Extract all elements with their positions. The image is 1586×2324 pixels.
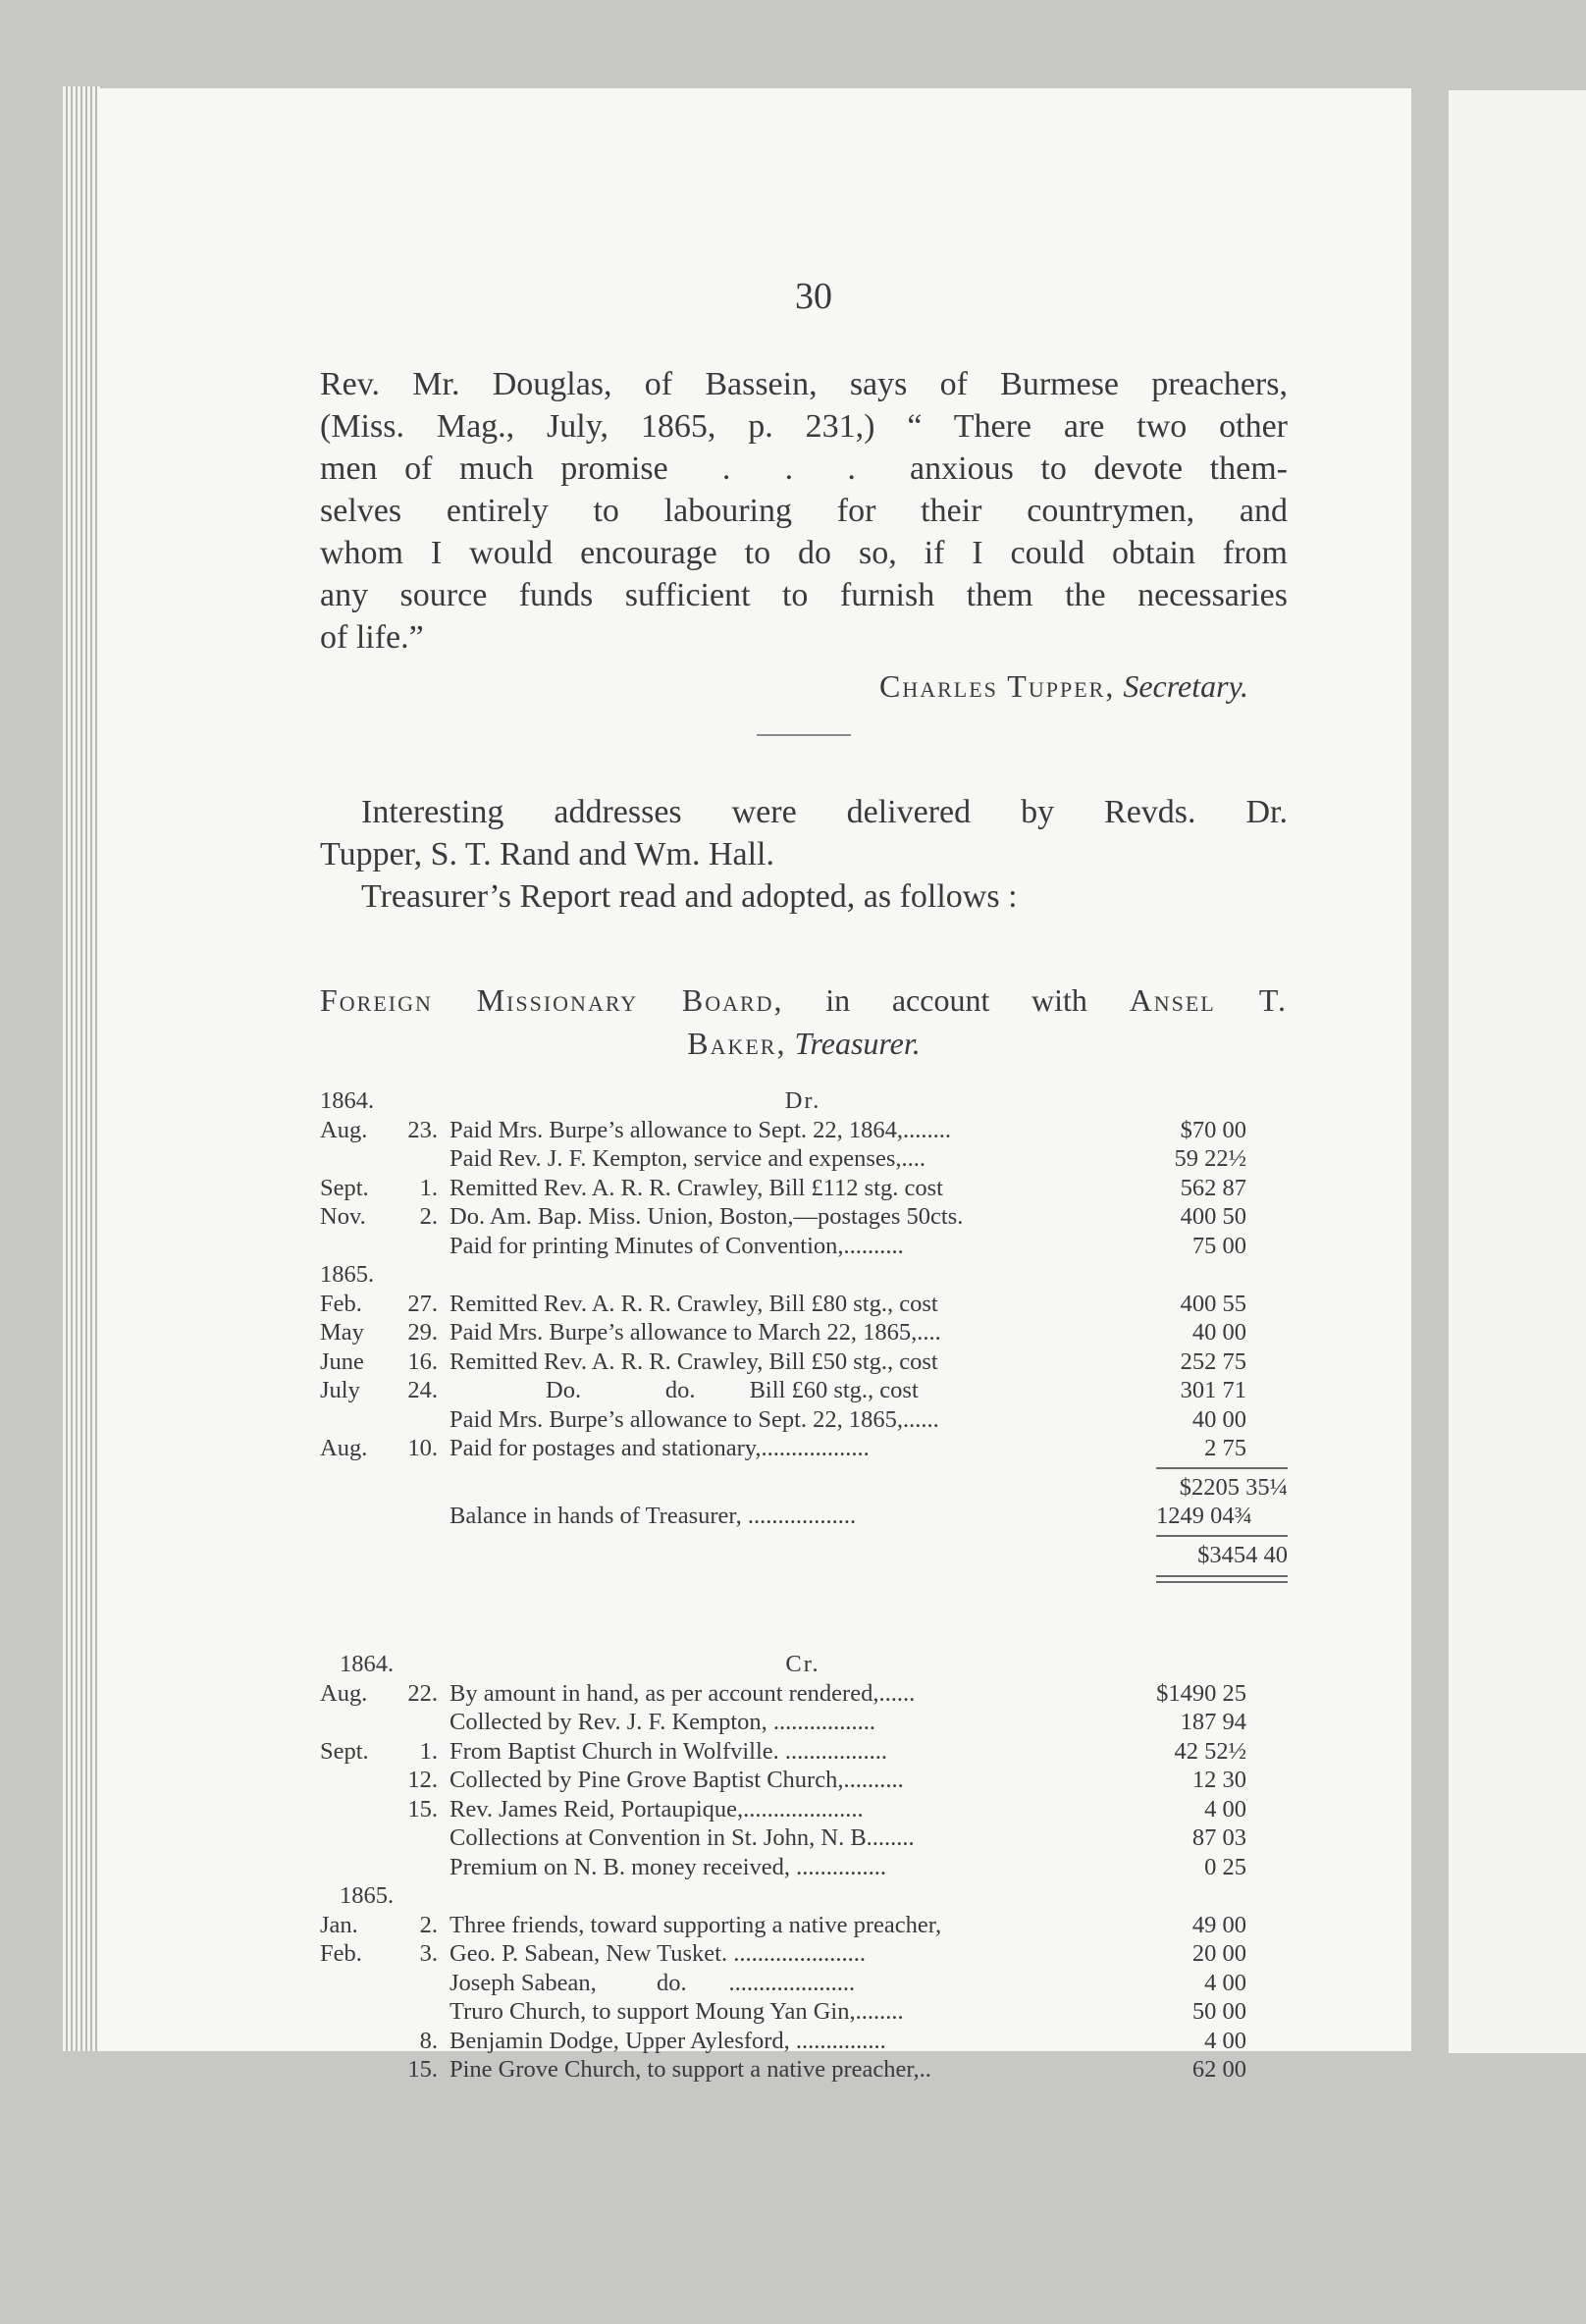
entry-description: Paid Mrs. Burpe’s allowance to March 22, 1865,....	[449, 1319, 941, 1346]
quote-line: whom I would encourage to do so, if I could obtain from	[320, 535, 1288, 571]
entry-month: Nov.	[320, 1203, 366, 1230]
entry-amount: 187 94	[1180, 1709, 1246, 1735]
entry-description: Remitted Rev. A. R. R. Crawley, Bill £50 stg., cost	[449, 1347, 938, 1375]
ledger-row	[320, 1290, 1288, 1319]
ledger-row	[320, 1434, 1288, 1463]
ledger-row	[320, 1318, 1288, 1347]
entry-day: 29.	[407, 1319, 438, 1346]
ledger-row	[320, 2055, 1288, 2085]
entry-day: 23.	[407, 1116, 438, 1143]
entry-month: May	[320, 1319, 364, 1346]
entry-description: Do. Am. Bap. Miss. Union, Boston,—postages 50cts.	[449, 1203, 964, 1230]
entry-day: 3.	[419, 1940, 438, 1967]
entry-description: Collected by Rev. J. F. Kempton, .................	[449, 1709, 876, 1735]
ledger-row	[320, 1823, 1288, 1853]
entry-amount: 4 00	[1204, 1969, 1246, 1996]
entry-month: Feb.	[320, 1290, 362, 1317]
entry-day: 24.	[407, 1377, 438, 1403]
entry-amount: 62 00	[1191, 2056, 1246, 2083]
quote-line: any source funds sufficient to furnish them the necessaries	[320, 577, 1288, 613]
quote-line: of life.”	[320, 619, 424, 656]
ledger-row	[320, 1347, 1288, 1377]
ledger-row	[320, 1766, 1288, 1795]
entry-description: Three friends, toward supporting a native preacher,	[449, 1911, 942, 1938]
ledger-row	[320, 1174, 1288, 1203]
ledger-header	[320, 1650, 1288, 1679]
ledger-row	[320, 1405, 1288, 1435]
entry-amount: 252 75	[1180, 1347, 1246, 1375]
entry-description: Truro Church, to support Moung Yan Gin,........	[449, 1998, 904, 2025]
minutes-notes	[320, 791, 1288, 918]
balance-amount: 1249 04¾	[1156, 1503, 1252, 1529]
ledger-row	[320, 2027, 1288, 2056]
entry-day: 2.	[419, 1203, 438, 1230]
entry-amount: 400 55	[1180, 1290, 1246, 1317]
subtotal-amount: $2205 35¼	[1179, 1473, 1288, 1501]
entry-amount: 12 30	[1191, 1767, 1246, 1793]
entry-month: July	[320, 1377, 360, 1403]
ledger-row	[320, 1795, 1288, 1824]
ledger-row	[320, 1116, 1288, 1145]
ledger-row	[320, 1737, 1288, 1767]
signature	[320, 668, 1288, 705]
note-line: Tupper, S. T. Rand and Wm. Hall.	[320, 836, 774, 872]
balance-description: Balance in hands of Treasurer, ..................	[449, 1503, 857, 1529]
entry-amount: 4 00	[1204, 1795, 1246, 1822]
credit-ledger	[320, 1650, 1288, 2085]
entry-day: 15.	[407, 2056, 438, 2083]
heading-connector: in account with	[783, 982, 1130, 1018]
year-label: 1865.	[340, 1882, 395, 1909]
quote-line: Rev. Mr. Douglas, of Bassein, says of Burmese preachers,	[320, 366, 1288, 402]
quote-line: selves entirely to labouring for their countrymen, and	[320, 493, 1288, 529]
entry-day: 2.	[419, 1911, 438, 1938]
entry-amount: 40 00	[1191, 1405, 1246, 1433]
ledger-row	[320, 1232, 1288, 1261]
entry-description: Collections at Convention in St. John, N. B........	[449, 1824, 915, 1851]
entry-amount: 87 03	[1191, 1824, 1246, 1851]
ledger-row	[320, 1679, 1288, 1709]
debit-rows-1864	[320, 1116, 1288, 1261]
entry-month: June	[320, 1347, 364, 1375]
entry-month: Sept.	[320, 1174, 369, 1201]
balance-row	[320, 1502, 1288, 1531]
entry-day: 1.	[419, 1737, 438, 1765]
entry-description: Premium on N. B. money received, ...............	[449, 1853, 887, 1880]
entry-day: 8.	[419, 2027, 438, 2054]
year-label: 1864.	[340, 1651, 395, 1677]
entry-amount: 562 87	[1180, 1174, 1246, 1201]
ledger-row	[320, 1969, 1288, 1998]
entry-description: Paid Mrs. Burpe’s allowance to Sept. 22, 1865,......	[449, 1405, 939, 1433]
year-row	[320, 1260, 1288, 1290]
entry-description: Remitted Rev. A. R. R. Crawley, Bill £112 stg. cost	[449, 1174, 943, 1201]
entry-description: Paid for postages and stationary,..................	[449, 1435, 870, 1461]
total-rule	[1156, 1535, 1288, 1537]
board-name: Foreign Missionary Board,	[320, 982, 784, 1018]
total-row	[320, 1541, 1288, 1570]
entry-amount: $70 00	[1180, 1116, 1246, 1143]
entry-amount: 59 22½	[1174, 1145, 1246, 1172]
ledger-row	[320, 1376, 1288, 1405]
entry-day: 1.	[419, 1174, 438, 1201]
entry-amount: 0 25	[1204, 1853, 1246, 1880]
total-double-rule	[1156, 1575, 1288, 1583]
entry-amount: 2 75	[1204, 1435, 1246, 1461]
entry-amount: 42 52½	[1174, 1737, 1246, 1765]
ledger-row	[320, 1997, 1288, 2027]
treasurer-name: Ansel T.	[1129, 982, 1289, 1018]
entry-description: Paid Mrs. Burpe’s allowance to Sept. 22, 1864,........	[449, 1116, 952, 1143]
year-label: 1865.	[320, 1261, 375, 1288]
account-heading-line-2	[320, 1022, 1288, 1065]
account-heading	[320, 978, 1288, 1065]
quote-paragraph	[320, 363, 1288, 659]
entry-day: 12.	[407, 1767, 438, 1793]
entry-description: Paid Rev. J. F. Kempton, service and expenses,....	[449, 1145, 925, 1172]
note-line: Treasurer’s Report read and adopted, as follows :	[361, 878, 1018, 915]
credit-rows-1864	[320, 1679, 1288, 1882]
entry-month: Aug.	[320, 1679, 368, 1707]
entry-day: 27.	[407, 1290, 438, 1317]
entry-amount: 75 00	[1191, 1232, 1246, 1259]
entry-month: Feb.	[320, 1940, 362, 1967]
treasurer-title: Treasurer.	[786, 1026, 921, 1061]
page-number: 30	[795, 276, 832, 317]
ledger-row	[320, 1911, 1288, 1940]
entry-amount: 4 00	[1204, 2027, 1246, 2054]
ledger-row	[320, 1853, 1288, 1882]
entry-month: Jan.	[320, 1911, 358, 1938]
entry-amount: 301 71	[1180, 1377, 1246, 1403]
entry-month: Aug.	[320, 1116, 368, 1143]
year-label: 1864.	[320, 1087, 375, 1114]
signature-title: Secretary.	[1123, 668, 1248, 704]
entry-amount: 49 00	[1191, 1911, 1246, 1938]
ledger-row	[320, 1939, 1288, 1969]
debit-rows-1865	[320, 1290, 1288, 1463]
entry-amount: $1490 25	[1156, 1679, 1246, 1707]
entry-description: Rev. James Reid, Portaupique,....................	[449, 1795, 864, 1822]
credit-rows-1865	[320, 1911, 1288, 2085]
treasurer-surname: Baker,	[687, 1026, 787, 1061]
total-amount: $3454 40	[1197, 1541, 1288, 1568]
quote-line: (Miss. Mag., July, 1865, p. 231,) “ There are two other	[320, 408, 1288, 445]
ledger-row	[320, 1708, 1288, 1737]
entry-month: Aug.	[320, 1435, 368, 1461]
year-row	[320, 1881, 1288, 1911]
debit-ledger	[320, 1086, 1288, 1583]
book-page-edges	[63, 86, 102, 2051]
note-line: Interesting addresses were delivered by Revds. Dr.	[361, 794, 1288, 830]
ledger-row	[320, 1144, 1288, 1174]
page-content	[320, 275, 1288, 2085]
entry-description: Remitted Rev. A. R. R. Crawley, Bill £80 stg., cost	[449, 1290, 938, 1317]
entry-day: 16.	[407, 1347, 438, 1375]
debit-label: Dr.	[784, 1087, 821, 1114]
signature-name: Charles Tupper,	[878, 668, 1116, 704]
entry-day: 15.	[407, 1795, 438, 1822]
subtotal-row	[320, 1473, 1288, 1503]
entry-description: Pine Grove Church, to support a native preacher,..	[449, 2056, 931, 2083]
ledger-row	[320, 1202, 1288, 1232]
entry-description: From Baptist Church in Wolfville. .................	[449, 1737, 888, 1765]
facing-page-edge	[1449, 90, 1586, 2053]
account-heading-line-1	[320, 978, 1288, 1022]
entry-description: By amount in hand, as per account rendered,......	[449, 1679, 916, 1707]
quote-line: men of much promise . . . anxious to devote them-	[320, 450, 1288, 487]
entry-description: Do. do. Bill £60 stg., cost	[449, 1377, 919, 1403]
entry-description: Joseph Sabean, do. .....................	[449, 1969, 856, 1996]
entry-description: Benjamin Dodge, Upper Aylesford, ...............	[449, 2027, 886, 2054]
entry-amount: 20 00	[1191, 1940, 1246, 1967]
section-divider	[757, 734, 851, 736]
entry-day: 22.	[407, 1679, 438, 1707]
credit-label: Cr.	[785, 1651, 820, 1677]
entry-amount: 400 50	[1180, 1203, 1246, 1230]
entry-description: Paid for printing Minutes of Convention,..........	[449, 1232, 904, 1259]
entry-amount: 50 00	[1191, 1998, 1246, 2025]
entry-description: Collected by Pine Grove Baptist Church,..........	[449, 1767, 904, 1793]
entry-amount: 40 00	[1191, 1319, 1246, 1346]
entry-day: 10.	[407, 1435, 438, 1461]
entry-month: Sept.	[320, 1737, 369, 1765]
subtotal-rule	[1156, 1467, 1288, 1469]
ledger-header	[320, 1086, 1288, 1116]
entry-description: Geo. P. Sabean, New Tusket. ......................	[449, 1940, 866, 1967]
